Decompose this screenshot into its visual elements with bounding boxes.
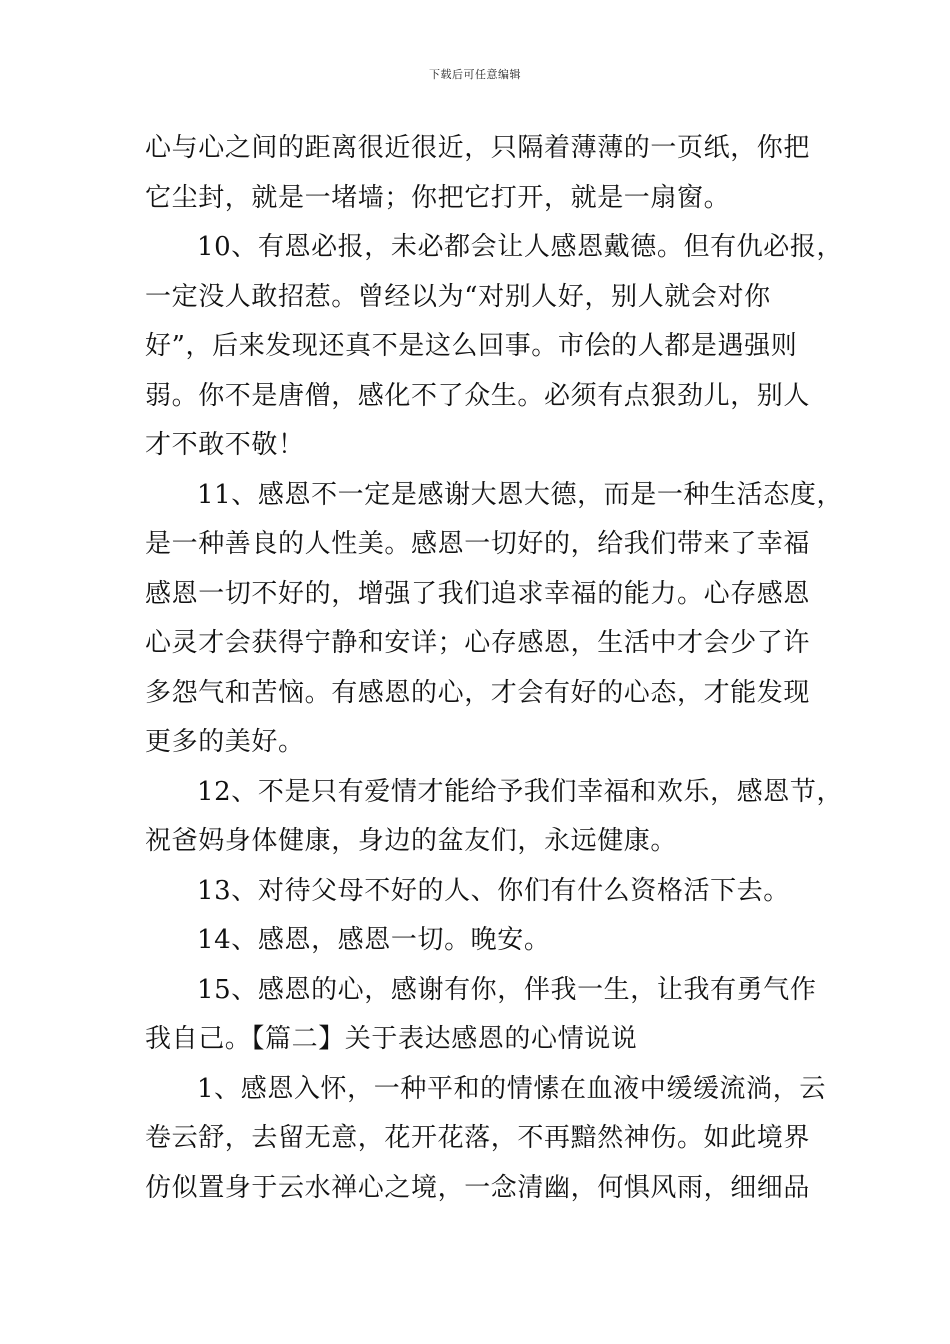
text-line: 多怨气和苦恼。有感恩的心，才会有好的心态，才能发现 (145, 677, 811, 708)
text-line: 心灵才会获得宁静和安详；心存感恩，生活中才会少了许 (145, 628, 811, 658)
text-line: 一定没人敢招惹。曾经以为“对别人好，别人就会对你 (145, 281, 771, 312)
text-line: 才不敢不敬！ (145, 430, 305, 460)
text-line: 它尘封，就是一堵墙；你把它打开，就是一扇窗。 (145, 182, 731, 213)
text-line: 祝爸妈身体健康，身边的盆友们，永远健康。 (145, 826, 678, 856)
text-line: 11、感恩不一定是感谢大恩大德，而是一种生活态度， (197, 479, 844, 510)
text-line: 12、不是只有爱情才能给予我们幸福和欢乐，感恩节， (197, 776, 844, 807)
text-line: 1、感恩入怀，一种平和的情愫在血液中缓缓流淌，云 (197, 1073, 826, 1104)
text-line: 弱。你不是唐僧，感化不了众生。必须有点狠劲儿，别人 (145, 380, 811, 411)
text-line: 是一种善良的人性美。感恩一切好的，给我们带来了幸福 (145, 529, 811, 559)
text-line: 15、感恩的心，感谢有你，伴我一生，让我有勇气作 (197, 974, 817, 1005)
text-line: 卷云舒，去留无意，花开花落，不再黯然神伤。如此境界 (145, 1123, 811, 1153)
text-line: 更多的美好。 (145, 727, 305, 757)
document-body (145, 124, 844, 1213)
text-line: 心与心之间的距离很近很近，只隔着薄薄的一页纸，你把 (145, 133, 811, 163)
text-line: 感恩一切不好的，增强了我们追求幸福的能力。心存感恩 (145, 578, 811, 609)
text-line: 我自己。【篇二】关于表达感恩的心情说说 (145, 1024, 638, 1054)
text-line: 10、有恩必报，未必都会让人感恩戴德。但有仇必报， (197, 232, 844, 262)
text-line: 13、对待父母不好的人、你们有什么资格活下去。 (197, 875, 790, 906)
text-line: 仿似置身于云水禅心之境，一念清幽，何惧风雨，细细品 (145, 1172, 811, 1203)
text-line: 14、感恩，感恩一切。晚安。 (197, 925, 551, 955)
header-note: 下载后可任意编辑 (429, 68, 521, 81)
text-line: 好”，后来发现还真不是这么回事。市侩的人都是遇强则 (145, 331, 798, 361)
